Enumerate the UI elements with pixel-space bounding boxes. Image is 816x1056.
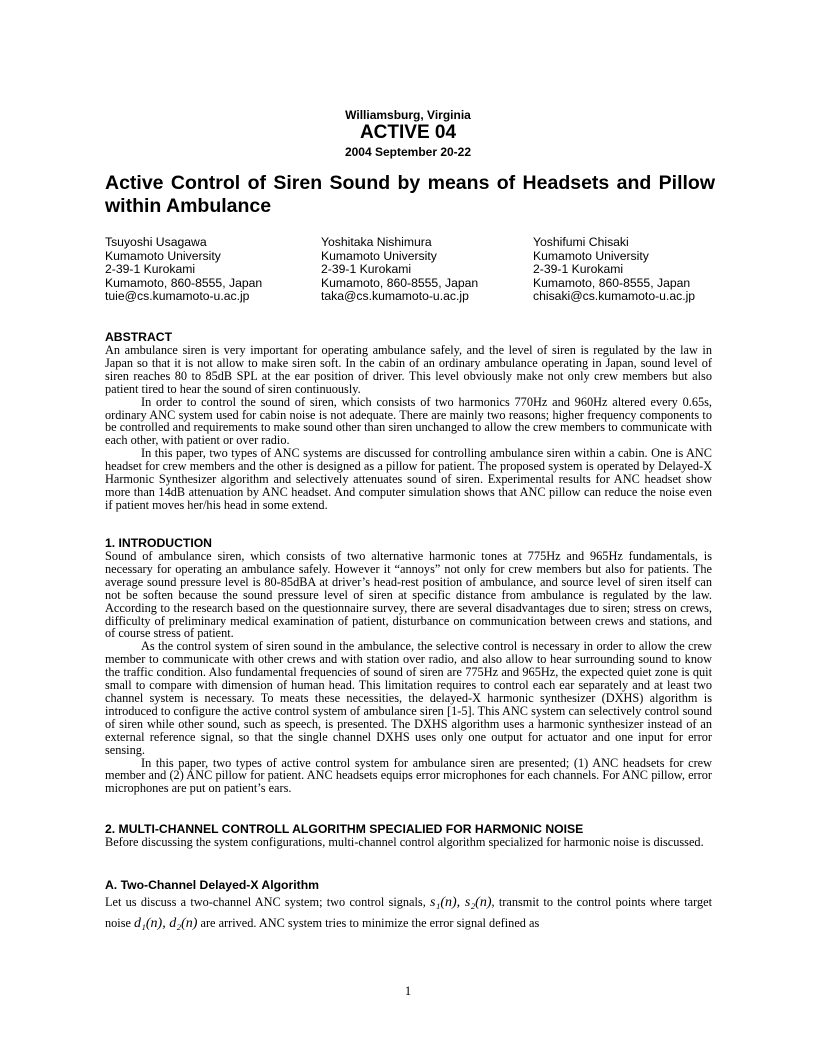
conference-name: ACTIVE 04 bbox=[359, 122, 457, 143]
paper-title: Active Control of Siren Sound by means of Headsets and Pillow within Ambulance bbox=[105, 172, 715, 217]
author-block bbox=[0, 236, 816, 306]
section-a-paragraph-1 bbox=[105, 892, 712, 934]
section-a-text-2: , transmit to the control points where target noise bbox=[105, 895, 712, 930]
author-street: 2-39-1 Kurokami bbox=[533, 262, 624, 277]
introduction-paragraph-3: In this paper, two types of active control system for ambulance siren are presented; (1) ANC headsets for crew member and (2) ANC pillow for patient. ANC headsets equips error microphones for each channels. For ANC pillow, error microphones are put on patient’s ears. bbox=[105, 755, 712, 796]
abstract-heading: ABSTRACT bbox=[105, 330, 173, 344]
section-a bbox=[105, 878, 712, 934]
abstract-section bbox=[105, 330, 712, 512]
author-email[interactable]: taka@cs.kumamoto-u.ac.jp bbox=[321, 289, 469, 304]
target-noise-math: d₁(n), d₂(n) bbox=[134, 916, 198, 931]
abstract-paragraph-2: In order to control the sound of siren, which consists of two harmonics 770Hz and 960Hz altered every 0.65s, ordinary ANC system used for cabin noise is not adequate. There are mainly two reasons; higher frequency components to be controlled and requirements to make sound other than siren unchanged to allow the crew members to communicate with each other, with patient or over radio. bbox=[105, 394, 712, 448]
introduction-heading: 1. INTRODUCTION bbox=[105, 536, 212, 550]
section-a-heading: A. Two-Channel Delayed-X Algorithm bbox=[105, 878, 319, 892]
conference-date: 2004 September 20-22 bbox=[344, 145, 472, 159]
abstract-paragraph-3: In this paper, two types of ANC systems are discussed for controlling ambulance siren within a cabin. One is ANC headset for crew members and the other is designed as a pillow for patient. The proposed system is operated by Delayed-X Harmonic Synthesizer algorithm and selectively attenuates sound of siren. Experimental results for ANC headset show more than 14dB attenuation by ANC headset. And computer simulation shows that ANC pillow can reduce the noise even if patient moves her/his head in some extend. bbox=[105, 446, 712, 512]
section-a-text-1: Let us discuss a two-channel ANC system; two control signals, bbox=[105, 895, 431, 909]
author-street: 2-39-1 Kurokami bbox=[105, 262, 196, 277]
author-affiliation: Kumamoto University bbox=[105, 248, 221, 263]
author-name: Tsuyoshi Usagawa bbox=[105, 235, 207, 249]
author-name: Yoshifumi Chisaki bbox=[533, 235, 629, 249]
author-street: 2-39-1 Kurokami bbox=[321, 262, 412, 277]
section-2-heading: 2. MULTI-CHANNEL CONTROLL ALGORITHM SPECIALIED FOR HARMONIC NOISE bbox=[105, 822, 584, 836]
abstract-paragraph-1: An ambulance siren is very important for operating ambulance safely, and the level of siren is regulated by the law in Japan so that it is not allow to make siren soft. In the cabin of an ordinary ambulance operating in Japan, sound level of siren reaches 80 to 85dB SPL at the ear position of driver. This level obviously make not only crew members but also patient tired to hear the sound of siren continuously. bbox=[105, 343, 712, 396]
section-a-text-3: are arrived. ANC system tries to minimize the error signal defined as bbox=[197, 916, 540, 930]
section-2-paragraph-1: Before discussing the system configurations, multi-channel control algorithm specialized for harmonic noise is discussed. bbox=[105, 835, 704, 849]
author-2 bbox=[321, 236, 478, 304]
author-affiliation: Kumamoto University bbox=[321, 248, 437, 263]
author-city: Kumamoto, 860-8555, Japan bbox=[321, 275, 479, 290]
author-3 bbox=[533, 236, 695, 304]
author-affiliation: Kumamoto University bbox=[533, 248, 649, 263]
introduction-paragraph-1: Sound of ambulance siren, which consists of two alternative harmonic tones at 775Hz and 965Hz fundamentals, is necessary for operating an ambulance safely. However it “annoys” not only for crew members but also for patients. The average sound pressure level is 80-85dBA at driver’s head-rest position of ambulance, and source level of siren itself can not be soften because the sound pressure level of siren at specific distance from ambulance is regulated by the law. According to the research based on the questionnaire survey, there are several disadvantages due to siren; stress on crews, difficulty of preliminary medical examination of patient, disturbance on communication between crews and stations, and of course stress of patient. bbox=[105, 549, 712, 641]
page-number: 1 bbox=[404, 984, 412, 998]
control-signals-math: s₁(n), s₂(n) bbox=[430, 895, 492, 910]
conference-location: Williamsburg, Virginia bbox=[345, 108, 471, 122]
introduction-paragraph-2: As the control system of siren sound in the ambulance, the selective control is necessary in order to allow the crew member to communicate with other crews and with station over radio, and also allow to hear surrounding sound to know the traffic condition. Also fundamental frequencies of sound of siren are 775Hz and 965Hz, the expected quiet zone is quit small to compare with dimension of human head. This limitation requires to control each ear separately and at least two channel system is necessary. To meats these necessities, the delayed-X harmonic synthesizer (DXHS) algorithm is introduced to configure the active control system of ambulance siren [1-5]. This ANC system can selectively control sound of siren while other sound, such as speech, is presented. The DXHS algorithm uses a harmonic synthesizer instead of an external reference signal, so that the single channel DXHS uses only one output for actuator and one input for error sensing. bbox=[105, 639, 712, 757]
author-email[interactable]: chisaki@cs.kumamoto-u.ac.jp bbox=[533, 289, 696, 304]
author-city: Kumamoto, 860-8555, Japan bbox=[533, 275, 691, 290]
section-2 bbox=[105, 822, 712, 849]
introduction-section bbox=[105, 536, 712, 795]
author-city: Kumamoto, 860-8555, Japan bbox=[105, 275, 263, 290]
author-name: Yoshitaka Nishimura bbox=[321, 235, 432, 249]
author-1 bbox=[105, 236, 262, 304]
author-email[interactable]: tuie@cs.kumamoto-u.ac.jp bbox=[105, 289, 250, 304]
